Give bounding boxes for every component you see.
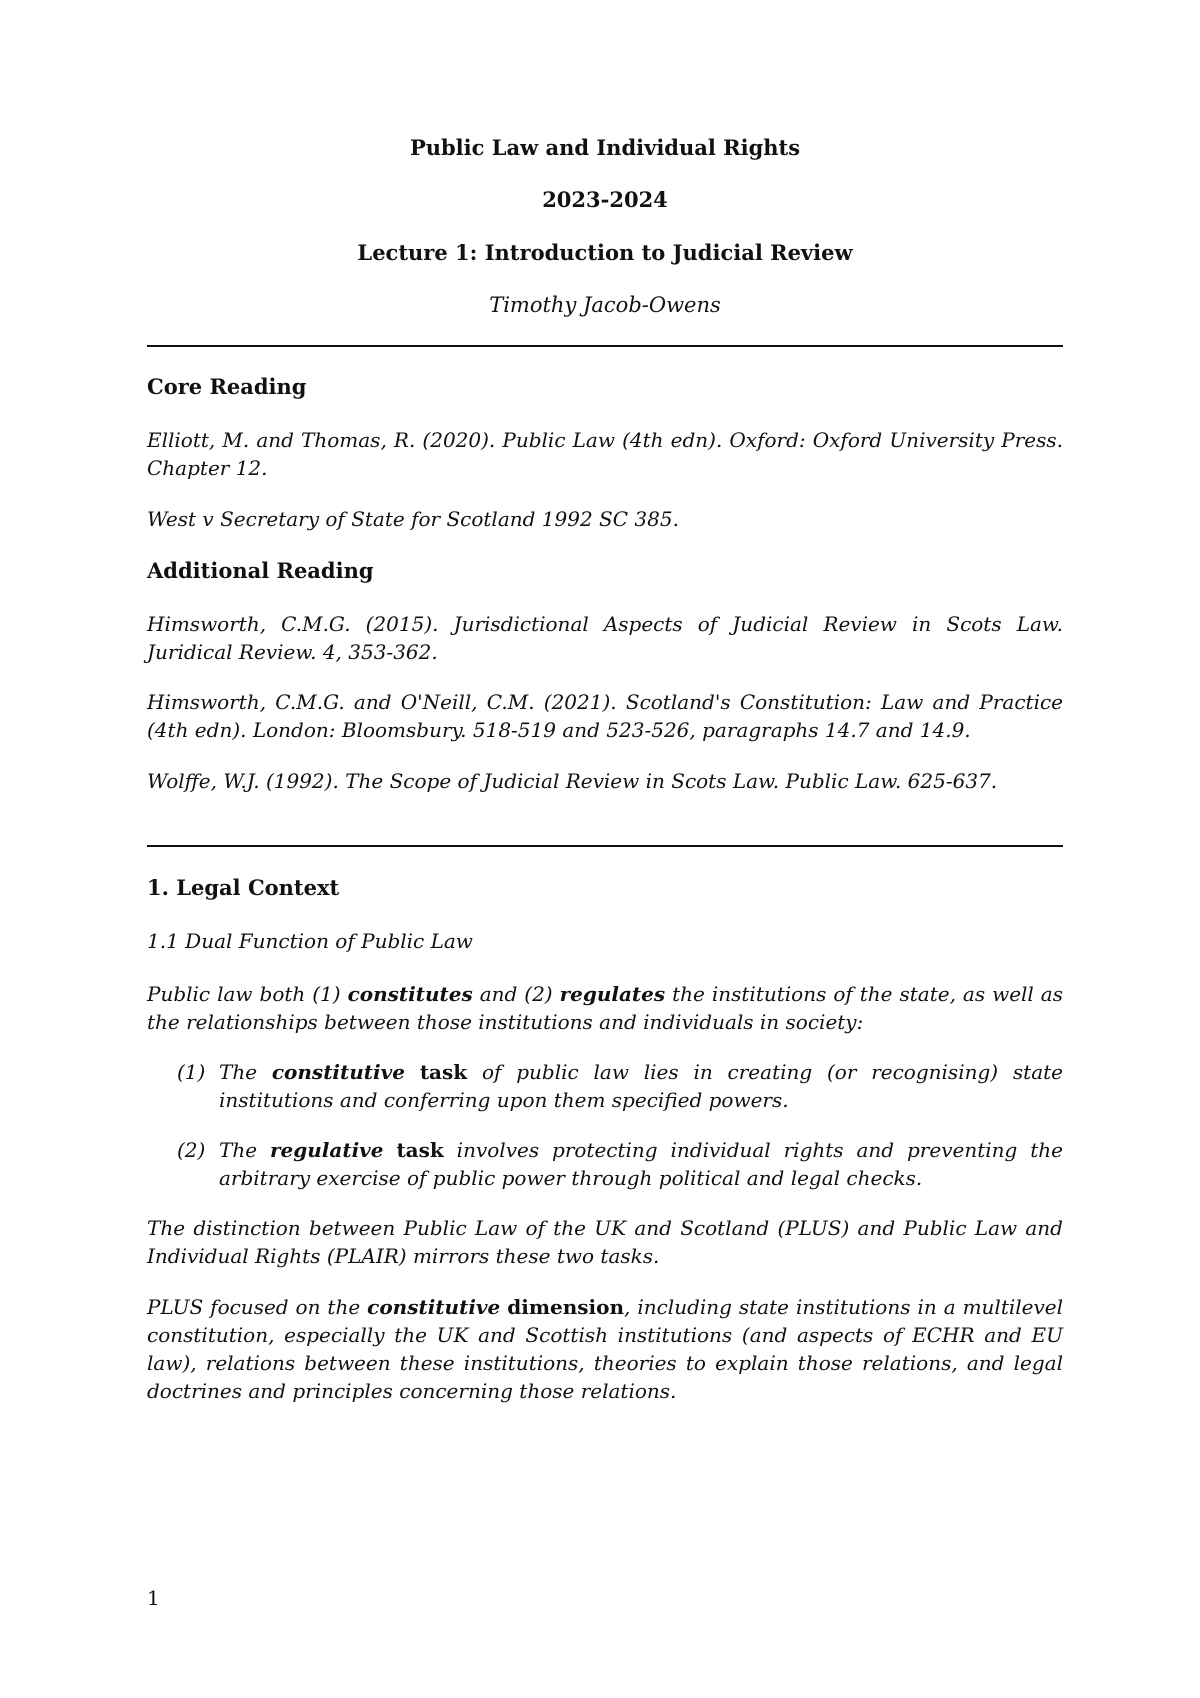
academic-year: 2023-2024 xyxy=(542,187,668,212)
plus-paragraph xyxy=(147,1293,1063,1405)
emphasis-constitutive: constitutive xyxy=(271,1060,405,1084)
text-run: Public law both (1) xyxy=(147,982,348,1006)
list-number: (1) xyxy=(177,1060,206,1084)
emphasis-task: task xyxy=(396,1138,444,1162)
emphasis-task: task xyxy=(419,1060,468,1084)
core-reading-item: Elliott, M. and Thomas, R. (2020). Public Law (4th edn). Oxford: Oxford University Press. Chapter 12. xyxy=(147,428,1063,480)
core-reading-heading: Core Reading xyxy=(147,374,307,399)
text-run: of public law lies in creating (or recognising) state institutions and conferring upon them specified powers. xyxy=(219,1060,1063,1112)
list-number: (2) xyxy=(177,1138,206,1162)
text-run: involves protecting individual rights and preventing the arbitrary exercise of public power through political and legal checks. xyxy=(219,1138,1063,1190)
emphasis-regulative: regulative xyxy=(269,1138,384,1162)
text-run: the institutions of the state, as well as the relationships between those institutions and individuals in society: xyxy=(147,982,1063,1034)
intro-paragraph xyxy=(147,980,1063,1036)
text-run: , including state institutions in a multilevel constitution, especially the UK and Scottish institutions (and aspects of ECHR and EU law), relations between these institutions, theories to explain those relations, and legal doctrines and principles concerning those relations. xyxy=(147,1295,1064,1403)
page-number: 1 xyxy=(147,1586,160,1610)
text-run: The xyxy=(219,1060,272,1084)
emphasis-constitutive: constitutive xyxy=(367,1295,501,1319)
emphasis-dimension: dimension xyxy=(507,1295,624,1319)
text-run: and (2) xyxy=(472,982,560,1006)
section-heading: 1. Legal Context xyxy=(147,875,340,900)
text-run: PLUS focused on the xyxy=(147,1295,368,1319)
list-item xyxy=(177,1058,1063,1114)
subsection-heading: 1.1 Dual Function of Public Law xyxy=(147,929,473,953)
list-text xyxy=(177,1058,1063,1114)
additional-reading-item: Himsworth, C.M.G. and O'Neill, C.M. (2021). Scotland's Constitution: Law and Practice (4th edn). London: Bloomsbury. 518-519 and 523-526, paragraphs 14.7 and 14.9. xyxy=(147,690,1063,742)
list-item xyxy=(177,1136,1063,1192)
divider-top xyxy=(147,345,1063,347)
text-run: The xyxy=(219,1138,270,1162)
course-title: Public Law and Individual Rights xyxy=(409,135,801,160)
additional-reading-heading: Additional Reading xyxy=(147,558,374,583)
additional-reading-item: Wolffe, W.J. (1992). The Scope of Judicial Review in Scots Law. Public Law. 625-637. xyxy=(147,769,998,793)
emphasis-constitutes: constitutes xyxy=(347,982,473,1006)
author-name: Timothy Jacob-Owens xyxy=(489,293,721,317)
emphasis-regulates: regulates xyxy=(559,982,666,1006)
core-reading-item: West v Secretary of State for Scotland 1992 SC 385. xyxy=(147,507,679,531)
divider-bottom xyxy=(147,845,1063,847)
additional-reading-item: Himsworth, C.M.G. (2015). Jurisdictional Aspects of Judicial Review in Scots Law. Juridical Review. 4, 353-362. xyxy=(147,612,1063,664)
list-text xyxy=(177,1136,1063,1192)
lecture-title: Lecture 1: Introduction to Judicial Review xyxy=(357,240,853,265)
distinction-paragraph: The distinction between Public Law of the UK and Scotland (PLUS) and Public Law and Individual Rights (PLAIR) mirrors these two tasks. xyxy=(147,1216,1063,1268)
